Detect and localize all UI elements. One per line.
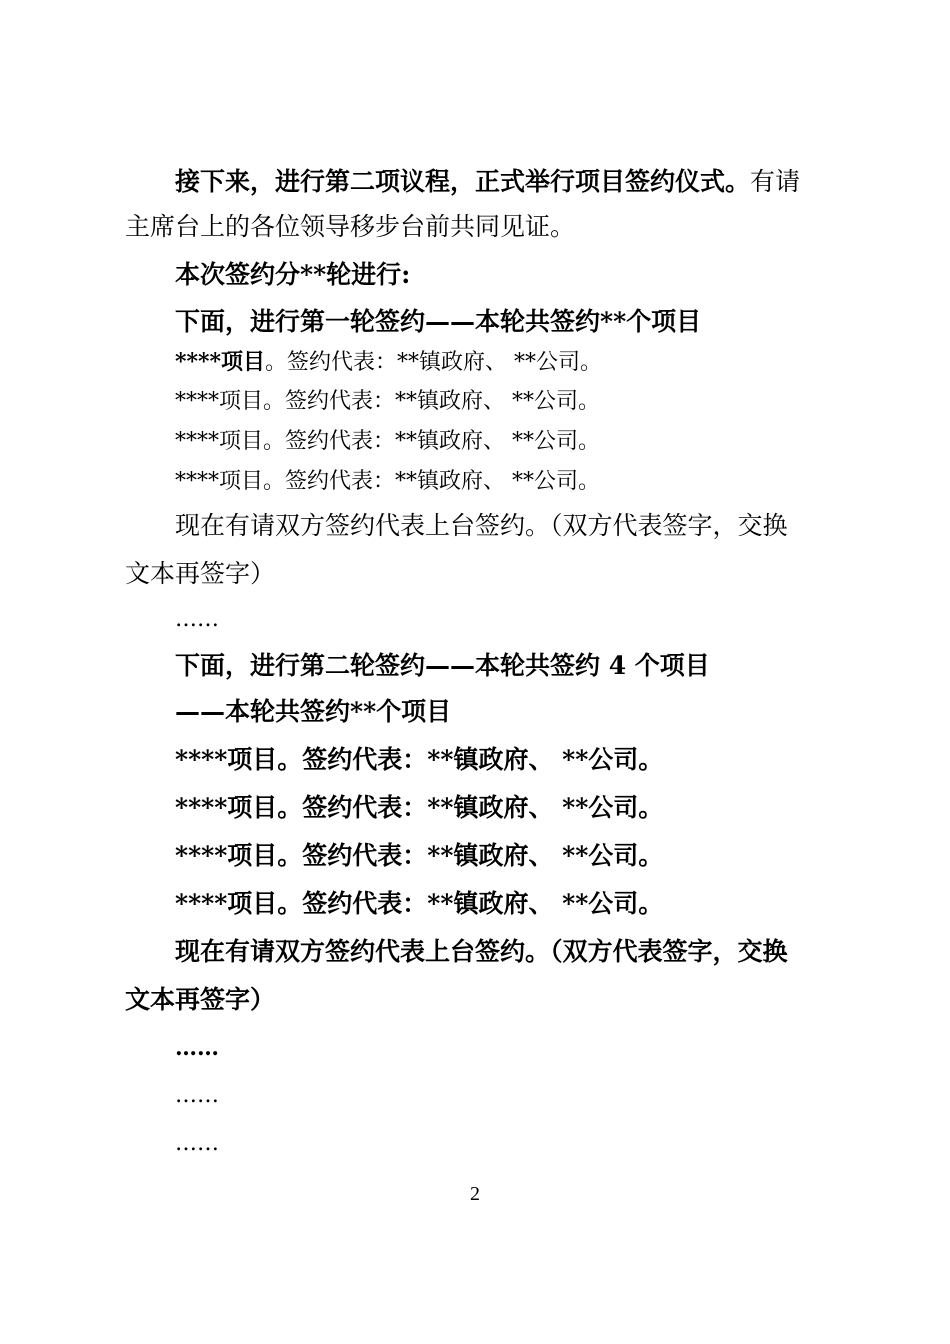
round2-item: ****项目。签约代表：**镇政府、 **公司。 (175, 841, 664, 870)
round1-invite-line-1: 现在有请双方签约代表上台签约。（双方代表签字，交换 (175, 511, 788, 540)
round1-item-rep: 。签约代表：**镇政府、 **公司。 (263, 389, 601, 414)
round2-ellipsis: …… (175, 1035, 219, 1061)
round1-item-project: ****项目 (175, 469, 264, 494)
round2-item: ****项目。签约代表：**镇政府、 **公司。 (175, 793, 664, 822)
round2-invite-line-2: 文本再签字） (125, 985, 276, 1014)
round1-item (175, 351, 602, 374)
round2-heading: 下面，进行第二轮签约——本轮共签约 4 个项目 (175, 651, 710, 680)
round1-item-project: ****项目 (175, 389, 264, 414)
page-number: 2 (470, 1183, 480, 1205)
round1-item-rep: 。签约代表：**镇政府、 **公司。 (263, 469, 601, 494)
round2-item: ****项目。签约代表：**镇政府、 **公司。 (175, 745, 664, 774)
rounds-intro: 本次签约分**轮进行: (175, 260, 411, 289)
round1-item-rep: 。签约代表：**镇政府、 **公司。 (265, 350, 603, 375)
round1-item-project: ****项目 (175, 349, 266, 375)
round1-item-project: ****项目 (175, 429, 264, 454)
round1-item-rep: 。签约代表：**镇政府、 **公司。 (263, 429, 601, 454)
round1-item (175, 431, 600, 453)
round2-invite-line-1: 现在有请双方签约代表上台签约。（双方代表签字，交换 (175, 937, 788, 966)
round1-heading: 下面，进行第一轮签约——本轮共签约**个项目 (175, 307, 702, 336)
round2-item: ****项目。签约代表：**镇政府、 **公司。 (175, 889, 664, 918)
round1-item (175, 391, 600, 413)
agenda-paragraph-line-2: 主席台上的各位领导移步台前共同见证。 (125, 212, 576, 241)
round2-subheading: ——本轮共签约**个项目 (175, 697, 452, 726)
agenda-bold-text: 接下来，进行第二项议程，正式举行项目签约仪式。 (175, 167, 751, 196)
round1-ellipsis: …… (175, 607, 219, 632)
round1-invite-line-2: 文本再签字） (125, 559, 276, 588)
agenda-normal-text: 有请 (750, 167, 801, 196)
agenda-paragraph-line-1 (175, 169, 800, 194)
round2-ellipsis: …… (175, 1083, 219, 1108)
round1-item (175, 471, 600, 493)
round2-ellipsis: …… (175, 1131, 219, 1156)
